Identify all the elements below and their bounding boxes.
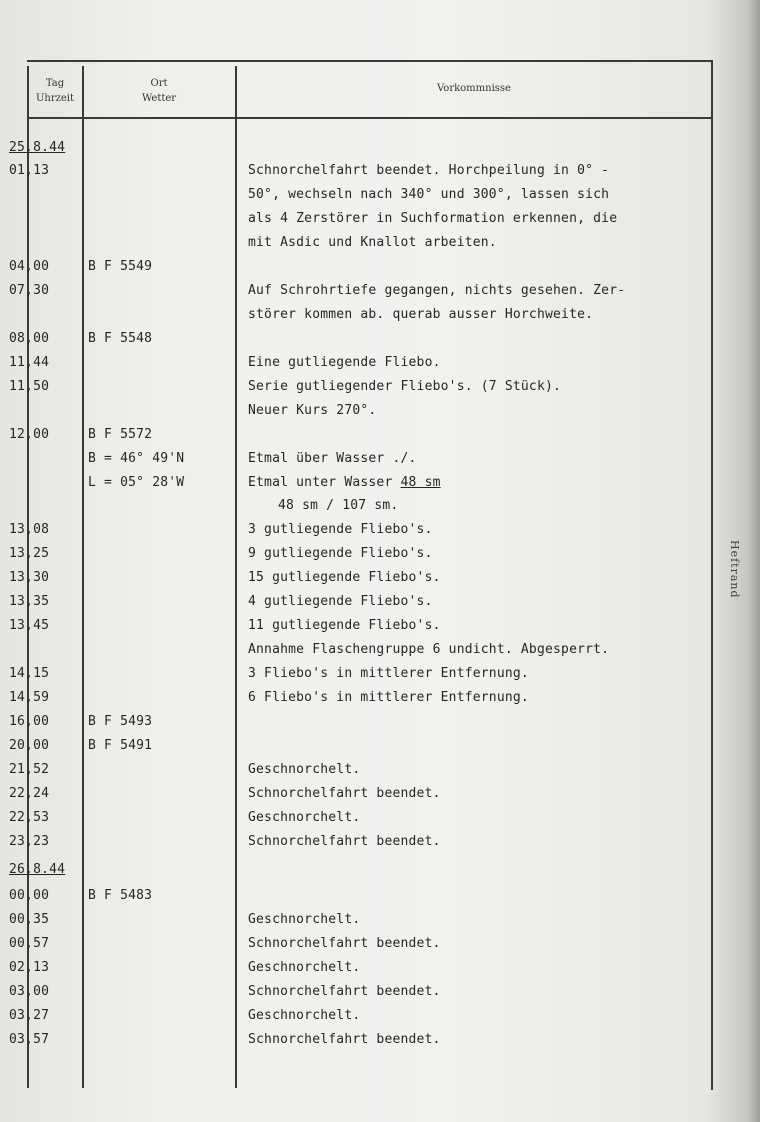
header-time	[28, 76, 82, 106]
log-entry: Schnorchelfahrt beendet.	[248, 834, 441, 849]
log-entry: Etmal unter Wasser 48 sm	[248, 475, 441, 490]
log-time: 03,27	[9, 1008, 50, 1023]
header-time-line1: Tag	[45, 78, 65, 89]
log-time: 22,53	[9, 810, 50, 825]
log-position: B = 46° 49'N	[88, 451, 185, 466]
log-entry: Geschnorchelt.	[248, 810, 361, 825]
log-time: 13,45	[9, 618, 50, 633]
log-time: 13,08	[9, 522, 50, 537]
log-time: 14,15	[9, 666, 50, 681]
log-entry: 3 gutliegende Fliebo's.	[248, 522, 433, 537]
log-entry: Etmal über Wasser ./.	[248, 451, 417, 466]
log-time: 22,24	[9, 786, 50, 801]
log-entry: Geschnorchelt.	[248, 1008, 361, 1023]
log-entry: Geschnorchelt.	[248, 762, 361, 777]
header-separator	[27, 117, 713, 119]
log-time: 16,00	[9, 714, 50, 729]
log-time: 02,13	[9, 960, 50, 975]
log-time: 20,00	[9, 738, 50, 753]
log-entry: störer kommen ab. querab ausser Horchweite.	[248, 307, 594, 322]
log-entry: Eine gutliegende Fliebo.	[248, 355, 441, 370]
log-time: 01,13	[9, 163, 50, 178]
log-position: B F 5572	[88, 427, 153, 442]
log-entry: Geschnorchelt.	[248, 960, 361, 975]
log-time: 03,57	[9, 1032, 50, 1047]
log-entry: 9 gutliegende Fliebo's.	[248, 546, 433, 561]
log-entry: Neuer Kurs 270°.	[248, 403, 377, 418]
log-entry: Schnorchelfahrt beendet.	[248, 984, 441, 999]
log-entry: 50°, wechseln nach 340° und 300°, lassen sich	[248, 187, 610, 202]
side-note: Heftrand	[728, 540, 741, 599]
log-time: 21,52	[9, 762, 50, 777]
log-time: 03,00	[9, 984, 50, 999]
log-entry: Annahme Flaschengruppe 6 undicht. Abgesperrt.	[248, 642, 610, 657]
log-time: 23,23	[9, 834, 50, 849]
log-time: 00,35	[9, 912, 50, 927]
log-entry: Auf Schrohrtiefe gegangen, nichts gesehen. Zer-	[248, 283, 626, 298]
log-time: 13,35	[9, 594, 50, 609]
column-divider-place	[235, 66, 237, 1088]
header-events: Vorkommnisse	[437, 83, 511, 94]
log-entry: 3 Fliebo's in mittlerer Entfernung.	[248, 666, 529, 681]
log-position: B F 5549	[88, 259, 153, 274]
log-entry: 4 gutliegende Fliebo's.	[248, 594, 433, 609]
log-time: 13,30	[9, 570, 50, 585]
header-time-line2: Uhrzeit	[35, 93, 75, 104]
log-time: 12,00	[9, 427, 50, 442]
log-entry: Schnorchelfahrt beendet.	[248, 786, 441, 801]
log-entry: Schnorchelfahrt beendet.	[248, 1032, 441, 1047]
log-date: 26.8.44	[9, 862, 66, 877]
log-entry: 15 gutliegende Fliebo's.	[248, 570, 441, 585]
log-time: 13,25	[9, 546, 50, 561]
log-entry: Schnorchelfahrt beendet. Horchpeilung in 0° -	[248, 163, 610, 178]
log-time: 11,50	[9, 379, 50, 394]
header-place-line1: Ort	[150, 78, 168, 89]
log-entry: 6 Fliebo's in mittlerer Entfernung.	[248, 690, 529, 705]
log-position: B F 5548	[88, 331, 153, 346]
log-entry: mit Asdic und Knallot arbeiten.	[248, 235, 497, 250]
table-border-right	[711, 60, 713, 1090]
log-entry: 48 sm / 107 sm.	[278, 498, 399, 513]
log-time: 00,00	[9, 888, 50, 903]
log-time: 08,00	[9, 331, 50, 346]
log-position: B F 5491	[88, 738, 153, 753]
page-edge	[746, 0, 760, 1122]
header-place	[84, 76, 234, 106]
log-time: 07,30	[9, 283, 50, 298]
log-position: B F 5483	[88, 888, 153, 903]
log-date: 25.8.44	[9, 140, 66, 155]
log-position: L = 05° 28'W	[88, 475, 185, 490]
log-entry: Schnorchelfahrt beendet.	[248, 936, 441, 951]
log-time: 04,00	[9, 259, 50, 274]
column-divider-time	[82, 66, 84, 1088]
log-entry: Serie gutliegender Fliebo's. (7 Stück).	[248, 379, 562, 394]
log-entry: als 4 Zerstörer in Suchformation erkennen, die	[248, 211, 618, 226]
log-entry: Geschnorchelt.	[248, 912, 361, 927]
table-border-top	[27, 60, 713, 62]
log-position: B F 5493	[88, 714, 153, 729]
header-place-line2: Wetter	[141, 93, 177, 104]
log-time: 11,44	[9, 355, 50, 370]
log-entry: 11 gutliegende Fliebo's.	[248, 618, 441, 633]
log-time: 00,57	[9, 936, 50, 951]
log-entry-underlined: 48 sm	[400, 475, 441, 490]
log-time: 14,59	[9, 690, 50, 705]
